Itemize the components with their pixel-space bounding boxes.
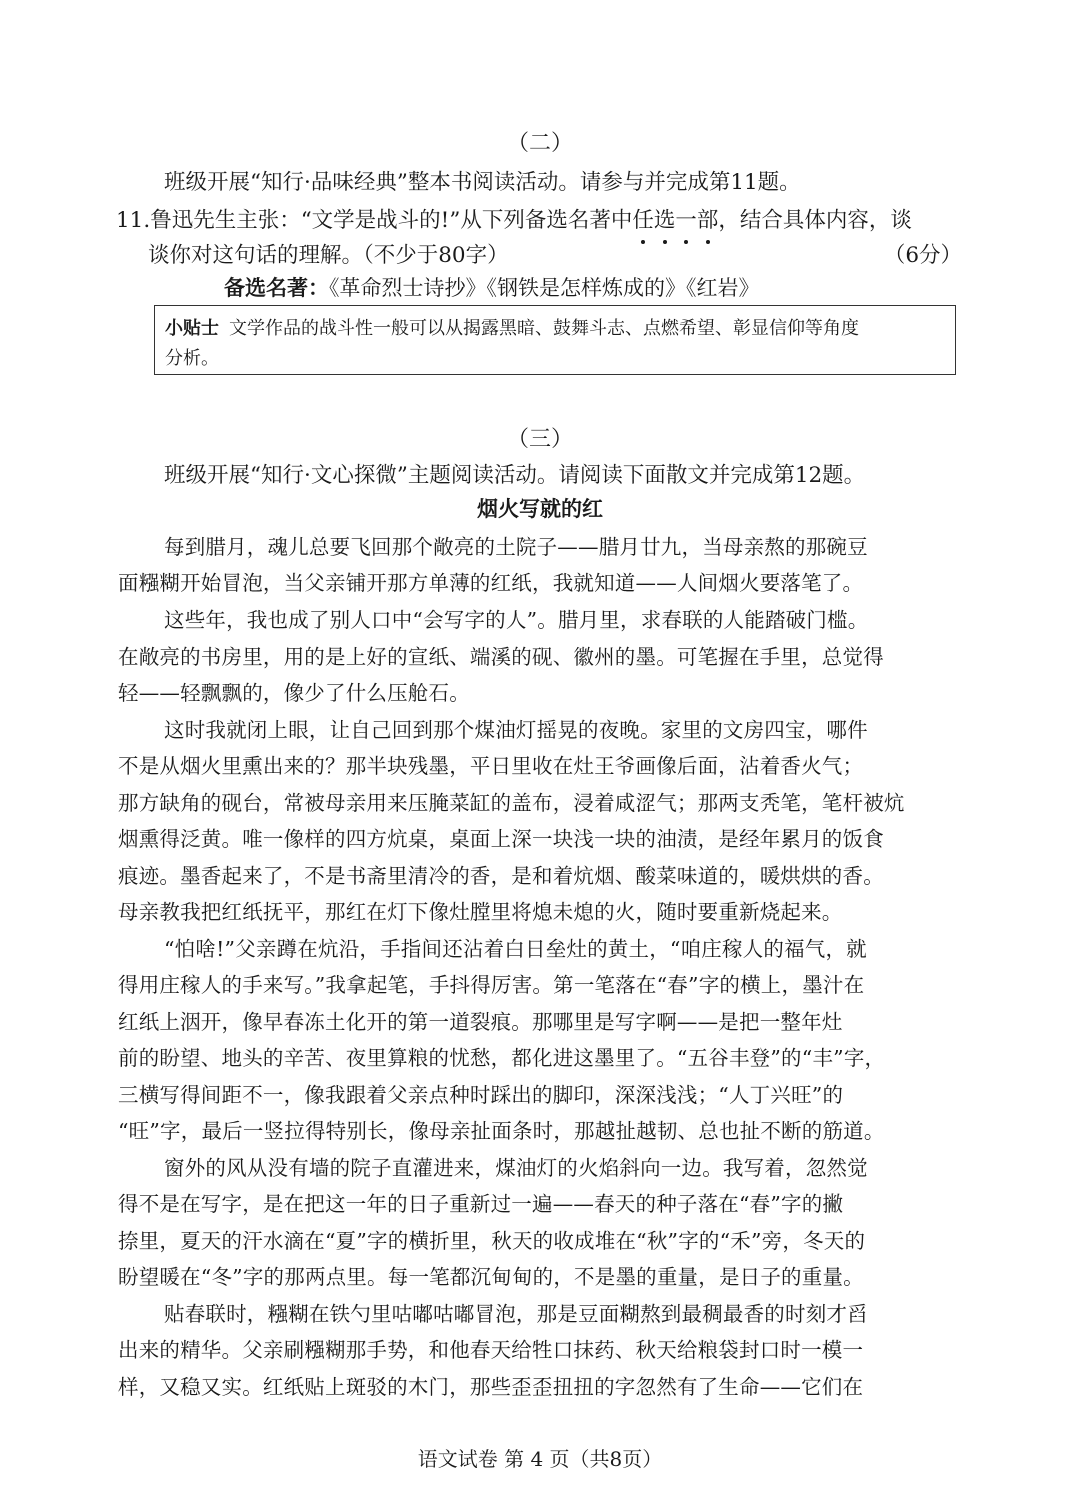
essay-line: 母亲教我把红纸抚平，那红在灯下像灶膛里将熄未熄的火，随时要重新烧起来。 xyxy=(118,900,843,924)
essay-line: 每到腊月，魂儿总要飞回那个敞亮的土院子——腊月廿九，当母亲熬的那碗豆 xyxy=(164,535,868,559)
essay-line: 得用庄稼人的手来写。”我拿起笔，手抖得厉害。第一笔落在“春”字的横上，墨汁在 xyxy=(118,973,865,997)
tip-line-1 xyxy=(165,314,945,344)
books-list: 《革命烈士诗抄》《钢铁是怎样炼成的》《红岩》 xyxy=(329,276,760,300)
essay-line: 盼望暖在“冬”字的那两点里。每一笔都沉甸甸的，不是墨的重量，是日子的重量。 xyxy=(118,1265,864,1289)
emphasis-char: 部 xyxy=(697,203,719,234)
essay-line: 轻——轻飘飘的，像少了什么压舱石。 xyxy=(118,681,470,705)
section-heading-2: （二） xyxy=(506,131,573,156)
essay-line: 出来的精华。父亲刷糨糊那手势，和他春天给牲口抹药、秋天给粮袋封口时一模一 xyxy=(118,1338,864,1362)
essay-line: “旺”字，最后一竖拉得特别长，像母亲扯面条时，那越扯越韧、总也扯不断的筋道。 xyxy=(118,1119,885,1143)
candidate-books xyxy=(224,272,760,302)
section2-intro: 班级开展“知行·品味经典”整本书阅读活动。请参与并完成第11题。 xyxy=(164,170,801,195)
books-label: 备选名著： xyxy=(224,276,329,300)
page-footer: 语文试卷 第 4 页（共8页） xyxy=(417,1447,663,1471)
question-11-line2: 谈你对这句话的理解。（不少于80字） xyxy=(148,243,509,268)
essay-line: “怕啥!”父亲蹲在炕沿，手指间还沾着白日垒灶的黄土，“咱庄稼人的福气，就 xyxy=(164,937,867,961)
essay-line: 三横写得间距不一，像我跟着父亲点种时踩出的脚印，深深浅浅；“人丁兴旺”的 xyxy=(118,1083,844,1107)
essay-line: 烟熏得泛黄。唯一像样的四方炕桌，桌面上深一块浅一块的油渍，是经年累月的饭食 xyxy=(118,827,884,851)
tip-label: 小贴士 xyxy=(165,318,219,339)
tip-text-1: 文学作品的战斗性一般可以从揭露黑暗、鼓舞斗志、点燃希望、彰显信仰等角度 xyxy=(229,318,859,339)
tip-line-2: 分析。 xyxy=(165,348,219,369)
essay-line: 这些年，我也成了别人口中“会写字的人”。腊月里，求春联的人能踏破门槛。 xyxy=(164,608,869,632)
essay-line: 那方缺角的砚台，常被母亲用来压腌菜缸的盖布，浸着咸涩气；那两支秃笔，笔杆被炕 xyxy=(118,791,905,815)
essay-line: 前的盼望、地头的辛苦、夜里算粮的忧愁，都化进这墨里了。“五谷丰登”的“丰”字， xyxy=(118,1046,886,1070)
essay-line: 不是从烟火里熏出来的？那半块残墨，平日里收在灶王爷画像后面，沾着香火气； xyxy=(118,754,864,778)
question-11-text-post: ，结合具体内容，谈 xyxy=(718,208,912,233)
essay-line: 捺里，夏天的汗水滴在“夏”字的横折里，秋天的收成堆在“秋”字的“禾”旁，冬天的 xyxy=(118,1229,866,1253)
essay-line: 面糨糊开始冒泡，当父亲铺开那方单薄的红纸，我就知道——人间烟火要落笔了。 xyxy=(118,571,864,595)
essay-line: 这时我就闭上眼，让自己回到那个煤油灯摇晃的夜晚。家里的文房四宝，哪件 xyxy=(164,718,868,742)
essay-line: 红纸上洇开，像早春冻土化开的第一道裂痕。那哪里是写字啊——是把一整年灶 xyxy=(118,1010,843,1034)
essay-title: 烟火写就的红 xyxy=(477,497,603,521)
essay-line: 贴春联时，糨糊在铁勺里咕嘟咕嘟冒泡，那是豆面糊熬到最稠最香的时刻才舀 xyxy=(164,1302,868,1326)
tip-box xyxy=(154,305,956,375)
essay-line: 样，又稳又实。红纸贴上斑驳的木门，那些歪歪扭扭的字忽然有了生命——它们在 xyxy=(118,1375,864,1399)
emphasis-char: 选 xyxy=(654,203,676,234)
essay-line: 得不是在写字，是在把这一年的日子重新过一遍——春天的种子落在“春”字的撇 xyxy=(118,1192,844,1216)
emphasis-char: 一 xyxy=(675,203,697,234)
essay-line: 痕迹。墨香起来了，不是书斋里清冷的香，是和着炕烟、酸菜味道的，暖烘烘的香。 xyxy=(118,864,884,888)
essay-line: 窗外的风从没有墙的院子直灌进来，煤油灯的火焰斜向一边。我写着，忽然觉 xyxy=(164,1156,868,1180)
emphasis-char: 任 xyxy=(632,203,654,234)
question-11-line1 xyxy=(116,203,912,234)
section-heading-3: （三） xyxy=(506,427,573,452)
question-11-score: （6分） xyxy=(883,243,962,268)
question-11-text-pre: 11.鲁迅先生主张：“文学是战斗的!”从下列备选名著中 xyxy=(116,208,633,233)
section3-intro: 班级开展“知行·文心探微”主题阅读活动。请阅读下面散文并完成第12题。 xyxy=(164,463,866,488)
essay-line: 在敞亮的书房里，用的是上好的宣纸、端溪的砚、徽州的墨。可笔握在手里，总觉得 xyxy=(118,645,884,669)
